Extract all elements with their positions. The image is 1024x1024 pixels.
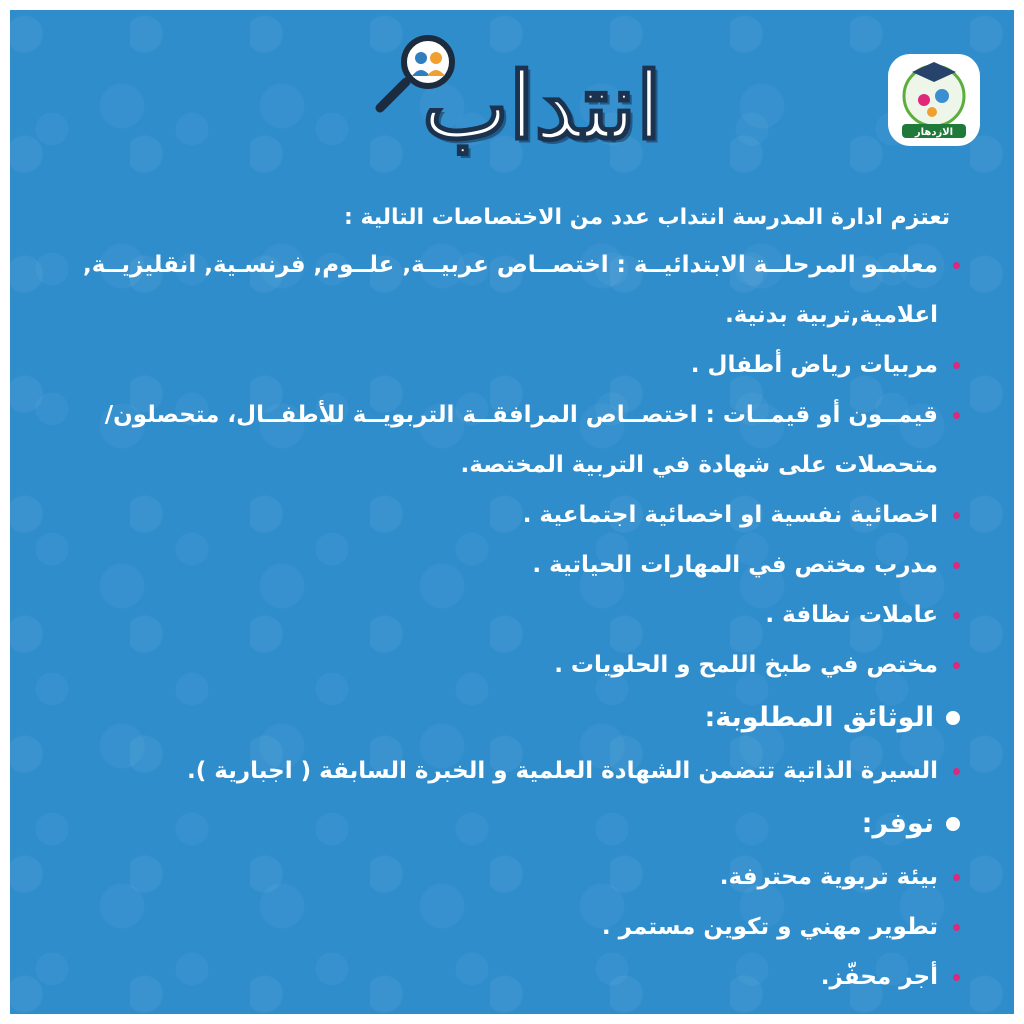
list-item: معلمـو المرحلــة الابتدائيــة : اختصــاص عربيــة, علــوم, فرنسـية, انقليزيــة, اعلامية,تربية بدنية.	[60, 240, 960, 340]
bullet-dot-icon	[953, 262, 960, 269]
bullet-dot-icon	[953, 768, 960, 775]
list-item: مربيات رياض أطفال .	[60, 340, 960, 390]
header	[10, 10, 1014, 190]
bullet-dot-icon	[953, 874, 960, 881]
documents-heading: الوثائق المطلوبة:	[60, 694, 960, 742]
bullet-dot-icon	[953, 662, 960, 669]
bullet-dot-icon	[953, 924, 960, 931]
list-item: مدرب مختص في المهارات الحياتية .	[60, 540, 960, 590]
bullet-dot-icon	[953, 612, 960, 619]
list-item: تطوير مهني و تكوين مستمر .	[60, 902, 960, 952]
intro-text: تعتزم ادارة المدرسة انتداب عدد من الاختصاصات التالية :	[344, 205, 950, 230]
list-item: بيئة تربوية محترفة.	[60, 852, 960, 902]
section-dot-icon	[946, 817, 960, 831]
school-logo-icon	[884, 50, 984, 150]
list-item: مختص في طبخ اللمح و الحلويات .	[60, 640, 960, 690]
positions-list	[60, 240, 960, 690]
list-item: عاملات نظافة .	[60, 590, 960, 640]
section-dot-icon	[946, 711, 960, 725]
main-content	[60, 202, 960, 1002]
announcement-card	[10, 10, 1014, 1014]
list-item: السيرة الذاتية تتضمن الشهادة العلمية و الخبرة السابقة ( اجبارية ).	[60, 746, 960, 796]
offers-heading: نوفر:	[60, 800, 960, 848]
logo-text: الازدهار	[914, 127, 954, 138]
bullet-dot-icon	[953, 362, 960, 369]
bullet-dot-icon	[953, 512, 960, 519]
list-item: اخصائية نفسية او اخصائية اجتماعية .	[60, 490, 960, 540]
bullet-dot-icon	[953, 412, 960, 419]
list-item: قيمــون أو قيمــات : اختصــاص المرافقــة التربويــة للأطفــال، متحصلون/ متحصلات على شهادة في التربية المختصة.	[60, 390, 960, 490]
bullet-dot-icon	[953, 562, 960, 569]
bullet-dot-icon	[953, 974, 960, 981]
page-title: انتداب	[422, 52, 662, 160]
list-item: أجر محفّز.	[60, 952, 960, 1002]
